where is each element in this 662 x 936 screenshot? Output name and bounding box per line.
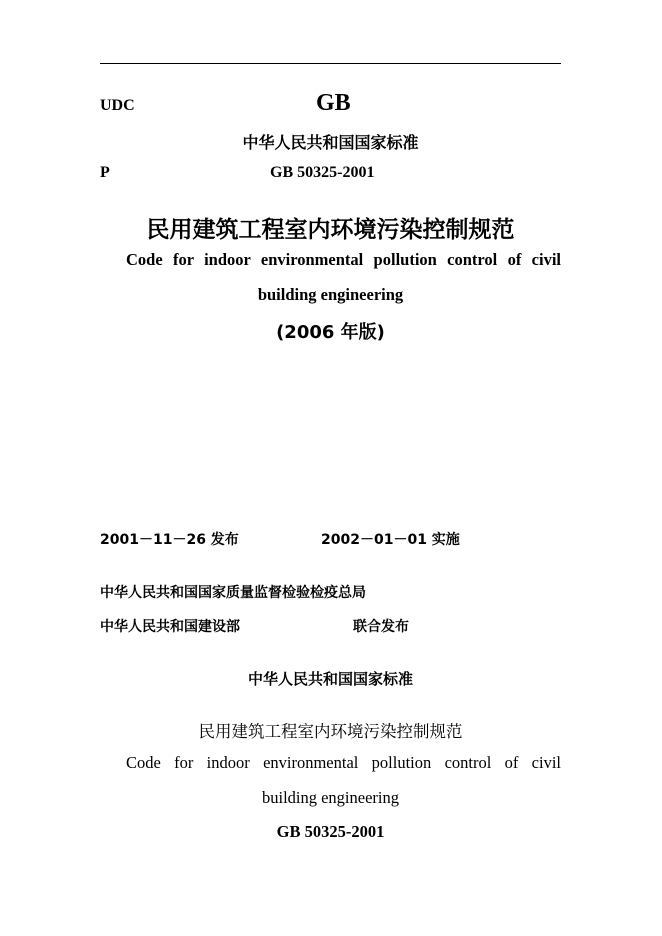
edition-label: (2006 年版) [276,322,385,343]
issuer-quality-supervision: 中华人民共和国国家质量监督检验检疫总局 [100,585,366,601]
joint-issue-label: 联合发布 [353,619,409,635]
gb-mark: GB [316,90,351,116]
standard-type-heading: 中华人民共和国国家标准 [242,133,419,152]
chinese-title: 民用建筑工程室内环境污染控制规范 [146,217,515,243]
second-standard-type-heading: 中华人民共和国国家标准 [247,670,413,688]
top-rule [100,63,561,64]
udc-label: UDC [100,97,135,114]
second-standard-number: GB 50325-2001 [276,822,385,841]
standard-number: GB 50325-2001 [270,164,375,181]
issuer-construction-ministry: 中华人民共和国建设部 [100,619,240,635]
second-chinese-title: 民用建筑工程室内环境污染控制规范 [198,722,463,741]
issued-date: 2001－11－26 发布 [100,532,239,548]
second-english-title-line1: Code for indoor environmental pollution control of civil [126,753,561,772]
second-english-title-line2: building engineering [261,788,399,807]
english-title-line2: building engineering [257,285,404,304]
p-label: P [100,164,110,181]
english-title-line1: Code for indoor environmental pollution control of civil [126,250,561,269]
implemented-date: 2002－01－01 实施 [321,532,460,548]
